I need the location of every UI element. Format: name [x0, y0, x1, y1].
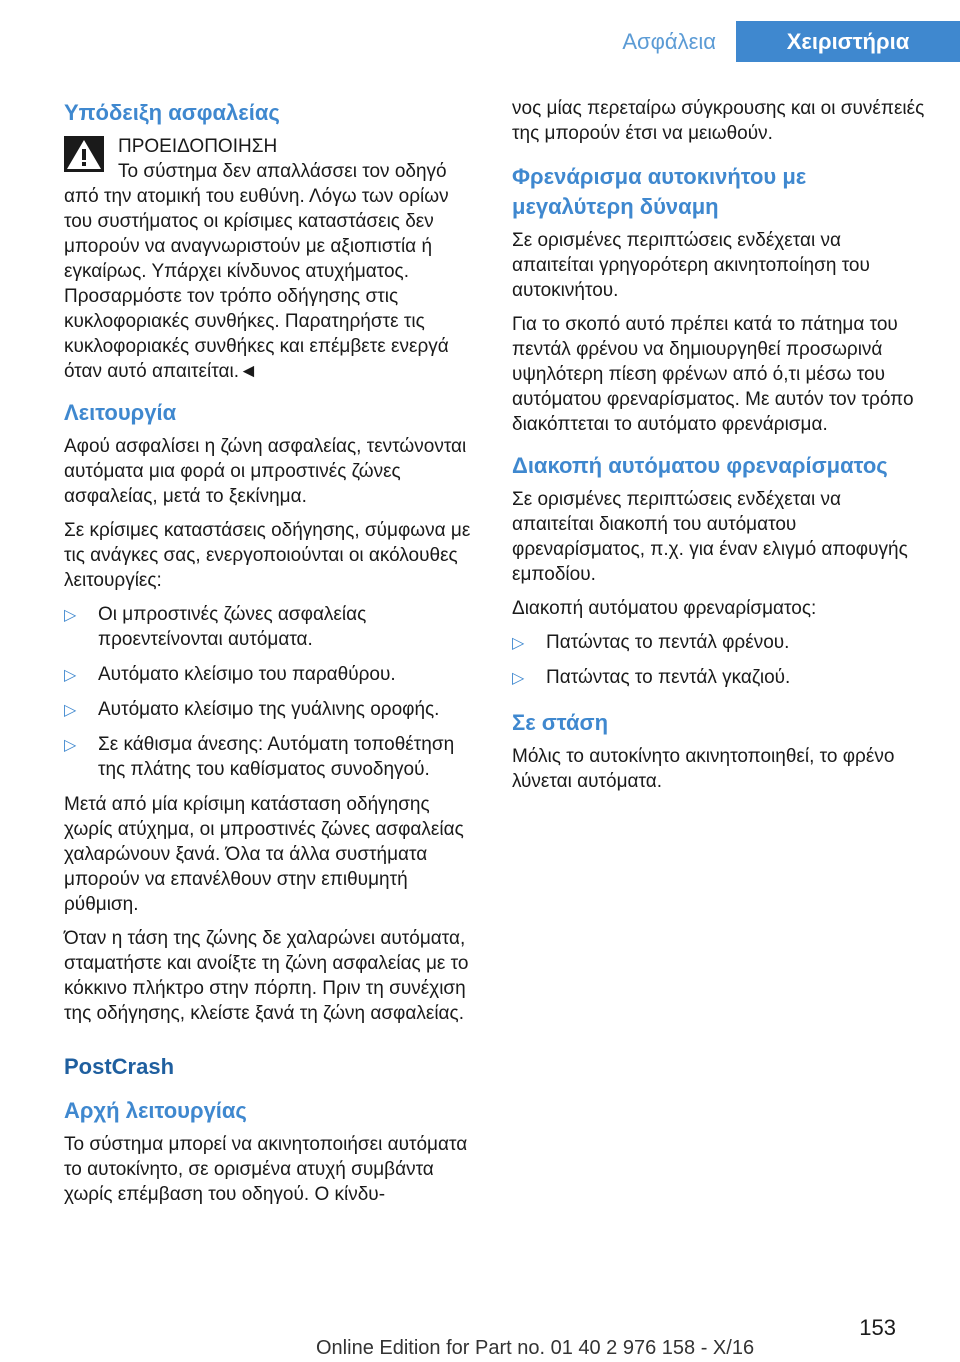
- interrupt-list: [512, 630, 926, 690]
- section-tab[interactable]: Ασφάλεια: [622, 29, 716, 54]
- heading-braking: Φρενάρισμα αυτοκινήτου με μεγαλύτερη δύναμη: [512, 164, 807, 219]
- heading-interrupt-braking: Διακοπή αυτόματου φρεναρίσματος: [512, 453, 888, 478]
- function-list: [64, 602, 478, 782]
- paragraph: Διακοπή αυτόματου φρεναρίσματος:: [512, 598, 817, 619]
- chapter-tab[interactable]: Χειριστήρια: [736, 21, 960, 62]
- paragraph: νος μίας περεταίρω σύγκρουσης και οι συνέπειές της μπορούν έτσι να μειωθούν.: [512, 98, 925, 144]
- triangle-bullet-icon: ▷: [64, 702, 77, 719]
- page-number: 153: [859, 1315, 896, 1340]
- paragraph: Όταν η τάση της ζώνης δε χαλαρώνει αυτόματα, σταματήστε και ανοίξτε τη ζώνη ασφαλείας με το κόκκινο πλήκτρο στην πόρπη. Πριν τη συνέχιση της οδήγησης, κλείστε ξανά τη ζώνη ασφαλείας.: [64, 928, 469, 1024]
- warning-text: [64, 159, 478, 384]
- heading-principle: Αρχή λειτουργίας: [64, 1098, 247, 1123]
- paragraph: Σε ορισμένες περιπτώσεις ενδέχεται να απαιτείται γρηγορότερη ακινητοποίηση του αυτοκινήτου.: [512, 230, 870, 301]
- warning-triangle-icon: [64, 136, 104, 172]
- list-item: ▷ Πατώντας το πεντάλ γκαζιού.: [512, 665, 926, 690]
- list-item: ▷ Σε κάθισμα άνεσης: Αυτόματη τοποθέτηση της πλάτης του καθίσματος συνοδηγού.: [64, 734, 455, 780]
- heading-function: Λειτουργία: [64, 400, 177, 425]
- triangle-bullet-icon: ▷: [64, 607, 77, 624]
- warning-block: [64, 134, 478, 384]
- paragraph: Για το σκοπό αυτό πρέπει κατά το πάτημα του πεντάλ φρένου να δημιουργηθεί προσωρινά υψηλότερη πίεση φρένων από ό,τι μέσω του αυτόματου φρεναρίσματος. Με αυτόν τον τρόπο διακόπτεται το αυτόματο φρενάρισμα.: [512, 314, 914, 435]
- list-item: ▷ Πατώντας το πεντάλ φρένου.: [512, 630, 926, 655]
- warning-title: ΠΡΟΕΙΔΟΠΟΙΗΣΗ: [118, 136, 278, 157]
- triangle-bullet-icon: ▷: [512, 670, 525, 687]
- heading-safety-tip: Υπόδειξη ασφαλείας: [64, 100, 280, 125]
- heading-postcrash: PostCrash: [64, 1054, 175, 1079]
- edition-note: Online Edition for Part no. 01 40 2 976 158 - X/16: [316, 1337, 755, 1359]
- triangle-bullet-icon: ▷: [512, 635, 525, 652]
- paragraph: Το σύστημα μπορεί να ακινητοποιήσει αυτόματα το αυτοκίνητο, σε ορισμένα ατυχή συμβάντα χωρίς επέμβαση του οδηγού. Ο κίνδυ-: [64, 1134, 468, 1205]
- paragraph: Μόλις το αυτοκίνητο ακινητοποιηθεί, το φρένο λύνεται αυτόματα.: [512, 746, 895, 792]
- paragraph: Μετά από μία κρίσιμη κατάσταση οδήγησης χωρίς ατύχημα, οι μπροστινές ζώνες ασφαλείας χαλαρώνουν ξανά. Όλα τα άλλα συστήματα μπορούν να επανέλθουν στην επιθυμητή ρύθμιση.: [64, 794, 464, 915]
- page-footer: [0, 1305, 960, 1362]
- paragraph: Αφού ασφαλίσει η ζώνη ασφαλείας, τεντώνονται αυτόματα μια φορά οι μπροστινές ζώνες ασφαλείας, μετά το ξεκίνημα.: [64, 436, 467, 507]
- triangle-bullet-icon: ▷: [64, 667, 77, 684]
- heading-standstill: Σε στάση: [512, 710, 609, 735]
- warning-text-content: Το σύστημα δεν απαλλάσσει τον οδηγό από την ατομική του ευθύνη. Λόγω των ορίων του συστήματος οι κρίσιμες καταστάσεις δεν μπορούν να αναγνωριστούν με αξιοπιστία ή εγκαίρως. Υπάρχει κίνδυνος ατυχήματος. Προσαρμόστε τον τρόπο οδήγησης στις κυκλοφοριακές συνθήκες. Παρατηρήστε τις κυκλοφοριακές συνθήκες και επέμβετε ενεργά όταν αυτό απαιτείται.◄: [64, 161, 449, 382]
- list-item: ▷ Οι μπροστινές ζώνες ασφαλείας προεντείνονται αυτόματα.: [64, 604, 367, 650]
- list-item: ▷ Αυτόματο κλείσιμο της γυάλινης οροφής.: [64, 697, 478, 722]
- triangle-bullet-icon: ▷: [64, 737, 77, 754]
- header-tabs: [602, 21, 960, 62]
- paragraph: Σε ορισμένες περιπτώσεις ενδέχεται να απαιτείται διακοπή του αυτόματου φρεναρίσματος, π.χ. για έναν ελιγμό αποφυγής εμποδίου.: [512, 489, 908, 585]
- right-column: [512, 96, 926, 794]
- paragraph: Σε κρίσιμες καταστάσεις οδήγησης, σύμφωνα με τις ανάγκες σας, ενεργοποιούνται οι ακόλουθες λειτουργίες:: [64, 520, 471, 591]
- list-item: ▷ Αυτόματο κλείσιμο του παραθύρου.: [64, 662, 478, 687]
- left-column: [64, 98, 478, 1207]
